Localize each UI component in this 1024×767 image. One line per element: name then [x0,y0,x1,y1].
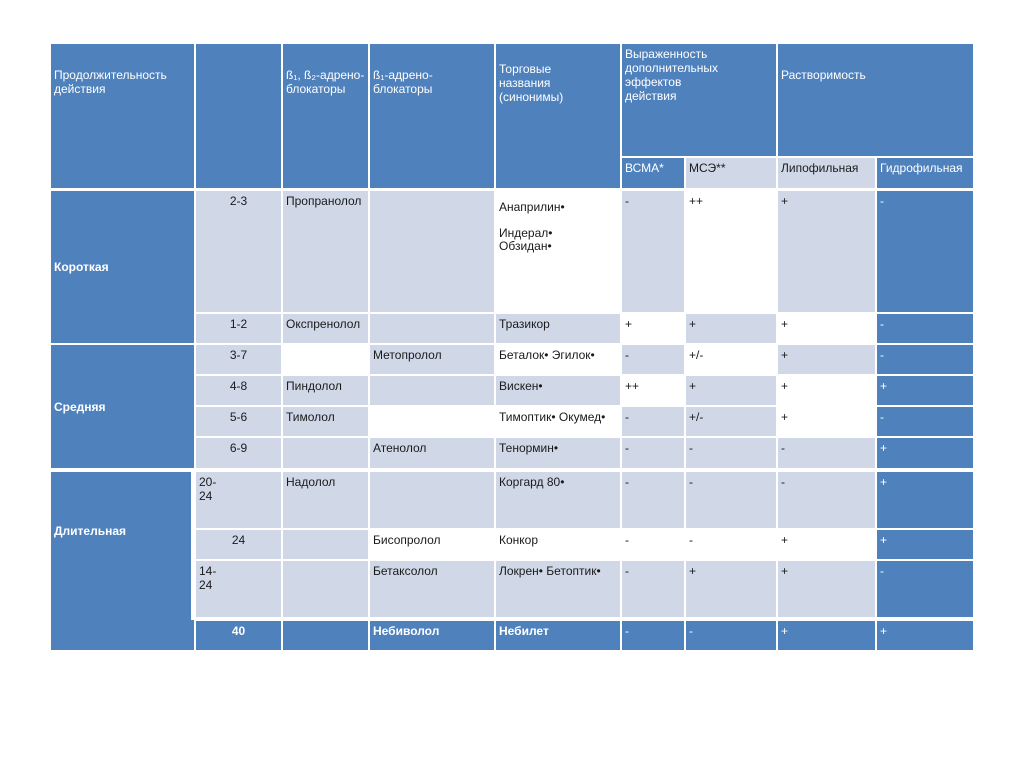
mse-cell: - [686,530,776,559]
mse-cell: + [686,376,776,405]
hydro-cell: - [877,345,973,374]
vsma-cell: - [622,472,684,528]
lipo-cell: - [778,438,875,468]
b1-cell: Бисопролол [370,530,494,559]
vsma-cell: - [622,345,684,374]
hydro-cell: - [877,561,973,617]
header-hours [196,44,281,188]
trade-cell: Конкор [496,530,620,559]
group-medium: Средняя [51,345,194,468]
mse-cell: + [686,314,776,343]
b1b2-cell [283,561,368,617]
hydro-cell: + [877,621,973,650]
hours-cell: 24 [196,530,281,559]
hours-cell: 2-3 [196,191,281,312]
b1-cell [370,407,494,436]
b1b2-cell: Надолол [283,472,368,528]
trade-cell: Небилет [496,621,620,650]
header-solubility: Растворимость [778,44,973,156]
hydro-cell: + [877,376,973,405]
header-trade-names: Торговые названия (синонимы) [496,44,620,188]
b1b2-cell: Пропранолол [283,191,368,312]
b1b2-cell [283,345,368,374]
mse-cell: - [686,472,776,528]
hours-cell: 1-2 [196,314,281,343]
trade-cell: Вискен• [496,376,620,405]
b1b2-cell: Пиндолол [283,376,368,405]
hours-cell: 5-6 [196,407,281,436]
group-long: Длительная [51,472,194,650]
hydro-cell: + [877,438,973,468]
mse-cell: - [686,621,776,650]
header-lipophilic: Липофильная [778,158,875,188]
lipo-cell: + [778,561,875,617]
b1-cell [370,376,494,405]
b1-cell: Атенолол [370,438,494,468]
trade-cell: Тразикор [496,314,620,343]
vsma-cell: - [622,191,684,312]
lipo-cell: + [778,621,875,650]
trade-cell: Локрен• Бетоптик• [496,561,620,617]
header-b1b2-blockers: ß₁, ß₂-адрено- блокаторы [283,44,368,188]
header-vsma: ВСМА* [622,158,684,188]
vsma-cell: ++ [622,376,684,405]
trade-cell: Тимоптик• Окумед• [496,407,620,436]
mse-cell: + [686,561,776,617]
hydro-cell: - [877,191,973,312]
vsma-cell: - [622,407,684,436]
mse-cell: ++ [686,191,776,312]
hydro-cell: + [877,472,973,528]
hours-cell: 40 [196,621,281,650]
hydro-cell: - [877,314,973,343]
hydro-cell: + [877,530,973,559]
vsma-cell: + [622,314,684,343]
b1b2-cell: Окспренолол [283,314,368,343]
trade-cell: Анаприлин• Индерал• Обзидан• [496,191,620,312]
lipo-cell: + [778,407,875,436]
hours-cell: 6-9 [196,438,281,468]
group-short: Короткая [51,191,194,343]
trade-cell: Тенормин• [496,438,620,468]
hours-cell: 20- 24 [196,472,281,528]
mse-cell: - [686,438,776,468]
lipo-cell: + [778,191,875,312]
mse-cell: +/- [686,407,776,436]
vsma-cell: - [622,561,684,617]
lipo-cell: + [778,376,875,405]
trade-cell: Беталок• Эгилок• [496,345,620,374]
header-effects: Выраженность дополнительных эффектов действия [622,44,776,156]
hydro-cell: - [877,407,973,436]
vsma-cell: - [622,438,684,468]
group-separator [191,470,195,620]
lipo-cell: + [778,345,875,374]
hours-cell: 4-8 [196,376,281,405]
header-b1-blockers: ß₁-адрено- блокаторы [370,44,494,188]
b1-cell: Небиволол [370,621,494,650]
hours-cell: 3-7 [196,345,281,374]
trade-cell: Коргард 80• [496,472,620,528]
b1-cell [370,191,494,312]
lipo-cell: + [778,530,875,559]
header-duration: Продолжительность действия [51,44,194,188]
lipo-cell: - [778,472,875,528]
header-mse: МСЭ** [686,158,776,188]
b1-cell: Бетаксолол [370,561,494,617]
mse-cell: +/- [686,345,776,374]
vsma-cell: - [622,530,684,559]
b1b2-cell [283,438,368,468]
b1-cell: Метопролол [370,345,494,374]
b1-cell [370,472,494,528]
lipo-cell: + [778,314,875,343]
b1b2-cell [283,530,368,559]
header-hydrophilic: Гидрофильная [877,158,973,188]
b1-cell [370,314,494,343]
b1b2-cell [283,621,368,650]
b1b2-cell: Тимолол [283,407,368,436]
hours-cell: 14- 24 [196,561,281,617]
vsma-cell: - [622,621,684,650]
